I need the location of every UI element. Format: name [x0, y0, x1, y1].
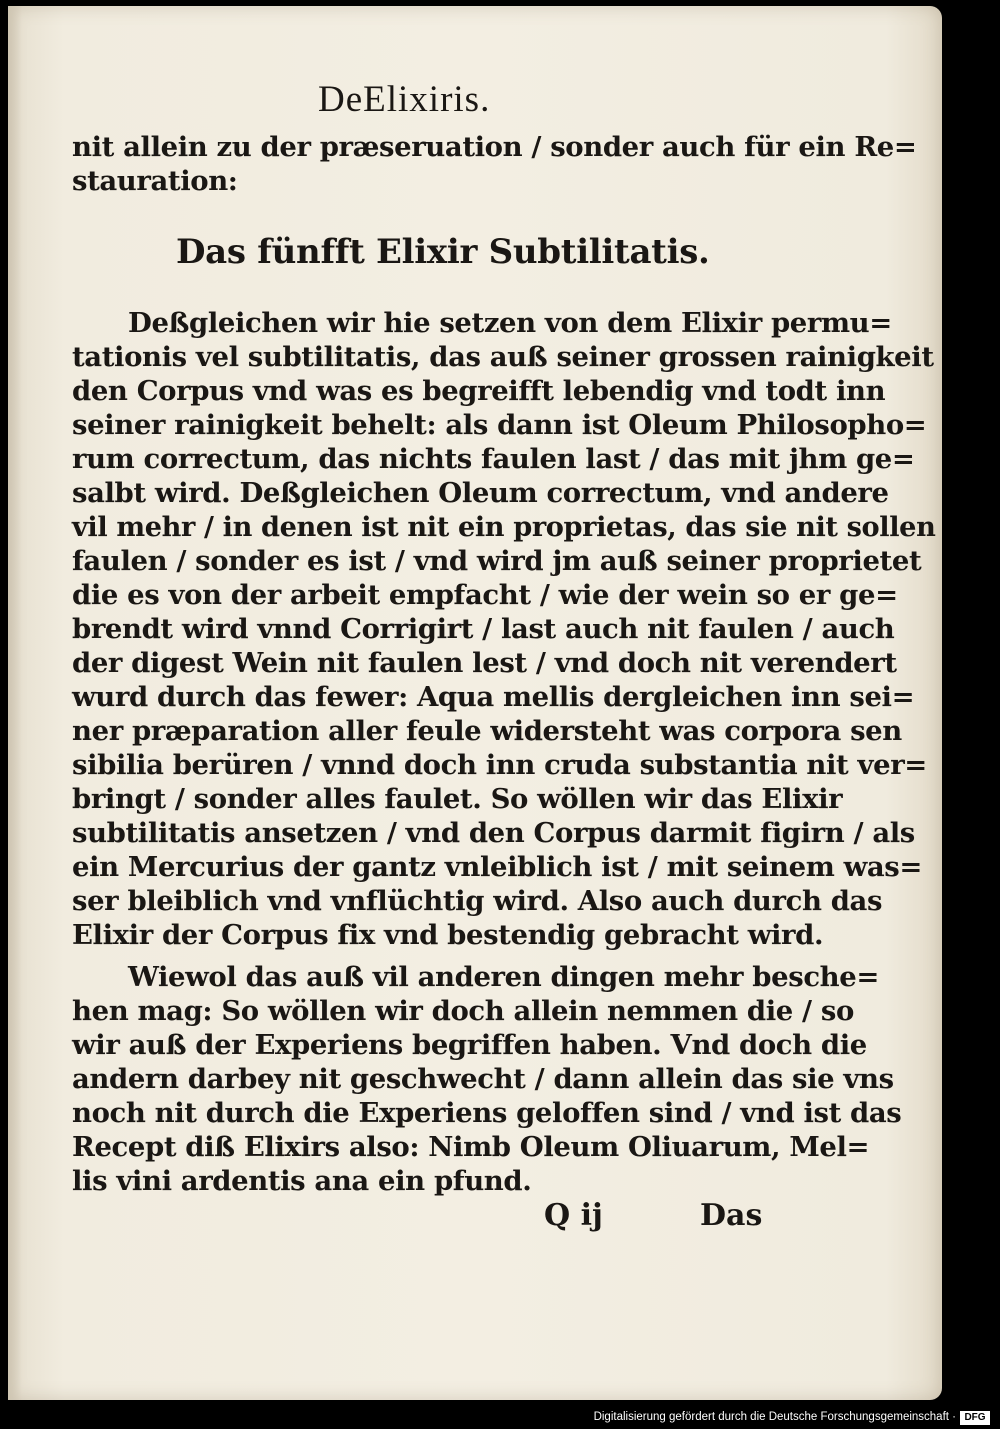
- paragraph1-line: rum correctum, das nichts faulen last / das mit jhm ge=: [72, 443, 915, 475]
- paragraph2-line: Recept diß Elixirs also: Nimb Oleum Oliuarum, Mel=: [72, 1131, 870, 1163]
- paragraph1-line: der digest Wein nit faulen lest / vnd doch nit verendert: [72, 647, 897, 679]
- paragraph1-line: salbt wird. Deßgleichen Oleum correctum, vnd andere: [72, 477, 889, 509]
- intro-line: stauration:: [72, 165, 238, 197]
- paragraph1-line: ser bleiblich vnd vnflüchtig wird. Also auch durch das: [72, 885, 883, 917]
- page-gutter-shadow: [8, 6, 22, 1400]
- digitization-footer: [0, 1408, 1000, 1429]
- paragraph2-line: andern darbey nit geschwecht / dann allein das sie vns: [72, 1063, 894, 1095]
- running-head: DeElixiris.: [318, 79, 491, 120]
- signature-mark: Q ij: [544, 1198, 603, 1233]
- paragraph1-line: Deßgleichen wir hie setzen von dem Elixir permu=: [128, 307, 892, 339]
- paragraph1-line: wurd durch das fewer: Aqua mellis dergleichen inn sei=: [72, 681, 915, 713]
- paragraph1-line: faulen / sonder es ist / vnd wird jm auß seiner proprietet: [72, 545, 922, 577]
- paragraph1-line: vil mehr / in denen ist nit ein proprietas, das sie nit sollen: [72, 511, 936, 543]
- paragraph2-line: Wiewol das auß vil anderen dingen mehr besche=: [128, 961, 879, 993]
- paragraph1-line: ner præparation aller feule widersteht was corpora sen: [72, 715, 902, 747]
- section-heading: Das fünfft Elixir Subtilitatis.: [176, 232, 710, 272]
- paragraph1-line: tationis vel subtilitatis, das auß seiner grossen rainigkeit: [72, 341, 934, 373]
- intro-line: nit allein zu der præseruation / sonder auch für ein Re=: [72, 131, 917, 163]
- paragraph2-line: wir auß der Experiens begriffen haben. Vnd doch die: [72, 1029, 867, 1061]
- paragraph1-line: brendt wird vnnd Corrigirt / last auch nit faulen / auch: [72, 613, 895, 645]
- funding-credit: Digitalisierung gefördert durch die Deutsche Forschungsgemeinschaft ·: [593, 1411, 956, 1423]
- catchword: Das: [700, 1198, 763, 1233]
- paragraph1-line: den Corpus vnd was es begreifft lebendig vnd todt inn: [72, 375, 886, 407]
- paragraph1-line: seiner rainigkeit behelt: als dann ist Oleum Philosopho=: [72, 409, 927, 441]
- paragraph1-line: bringt / sonder alles faulet. So wöllen wir das Elixir: [72, 783, 843, 815]
- paragraph1-line: Elixir der Corpus fix vnd bestendig gebracht wird.: [72, 919, 824, 951]
- paragraph1-line: subtilitatis ansetzen / vnd den Corpus darmit figirn / als: [72, 817, 915, 849]
- paragraph1-line: die es von der arbeit empfacht / wie der wein so er ge=: [72, 579, 898, 611]
- dfg-logo-icon: DFG: [960, 1411, 990, 1425]
- paragraph2-line: noch nit durch die Experiens geloffen sind / vnd ist das: [72, 1097, 902, 1129]
- paragraph1-line: ein Mercurius der gantz vnleiblich ist / mit seinem was=: [72, 851, 923, 883]
- paragraph2-line: hen mag: So wöllen wir doch allein nemmen die / so: [72, 995, 854, 1027]
- paragraph1-line: sibilia berüren / vnnd doch inn cruda substantia nit ver=: [72, 749, 927, 781]
- paragraph2-line: lis vini ardentis ana ein pfund.: [72, 1165, 532, 1197]
